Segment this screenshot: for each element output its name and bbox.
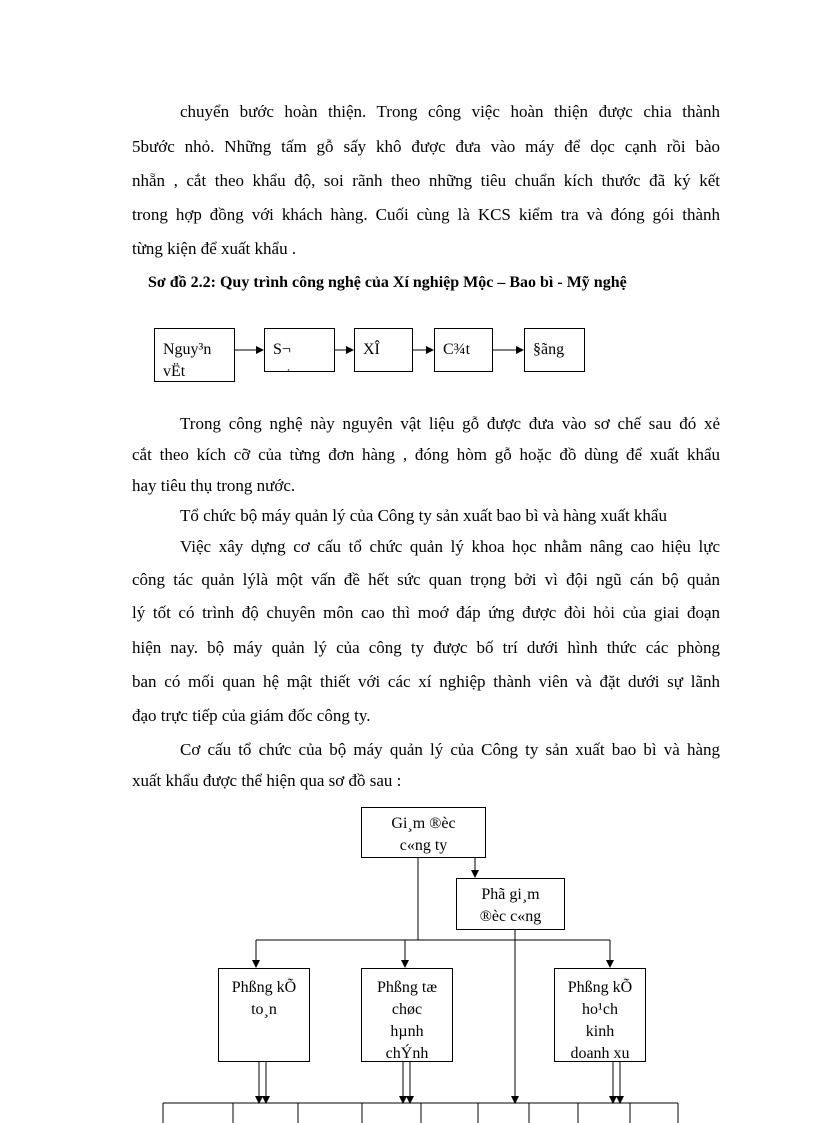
org-box-text: Phã gi¸m <box>481 886 540 903</box>
org-box-deputy-director <box>456 878 565 930</box>
org-box-text: Phßng kÕ <box>567 979 633 996</box>
text-line: ban có mối quan hệ mật thiết với các xí nghiệp thành viên và đặt dưới sự lãnh <box>132 672 720 691</box>
text-line: cắt theo kích cỡ của từng đơn hàng , đóng hòm gỗ hoặc đồ dùng để xuất khẩu <box>132 445 720 464</box>
text-line: lý tốt có trình độ chuyên môn cao thì moớ đáp ứng được đòi hỏi của giai đoạn <box>132 603 720 622</box>
org-box-personnel-dept <box>361 968 453 1062</box>
text-line: Cơ cấu tổ chức của bộ máy quản lý của Công ty sản xuất bao bì và hàng <box>180 740 720 759</box>
section-heading: Tổ chức bộ máy quản lý của Công ty sản xuất bao bì và hàng xuất khẩu <box>180 506 667 525</box>
text-line: trong hợp đồng với khách hàng. Cuối cùng là KCS kiểm tra và đóng gói thành <box>132 205 720 224</box>
diagram-caption: Sơ đồ 2.2: Quy trình công nghệ của Xí nghiệp Mộc – Bao bì - Mỹ nghệ <box>148 274 627 291</box>
flow-box-text: ¸ <box>287 361 293 371</box>
text-line: nhẵn , cắt theo khẩu độ, soi rãnh theo những tiêu chuẩn kích thước đã ký kết <box>132 171 720 190</box>
text-line: hay tiêu thụ trong nước. <box>132 476 296 495</box>
org-box-text: Phßng kÕ <box>231 979 297 996</box>
text-line: hiện nay. bộ máy quản lý của công ty được bố trí dưới hình thức các phòng <box>132 638 720 657</box>
org-box-director <box>361 807 486 858</box>
org-box-accounting-dept <box>218 968 310 1062</box>
text-line: 5bước nhỏ. Những tấm gỗ sấy khô được đưa vào máy để dọc cạnh rồi bào <box>132 137 720 156</box>
text-line: Trong công nghệ này nguyên vật liệu gỗ được đưa vào sơ chế sau đó xẻ <box>180 414 720 433</box>
text-line: Việc xây dựng cơ cấu tổ chức quản lý khoa học nhằm nâng cao hiệu lực <box>180 537 720 556</box>
org-box-text: Phßng tæ <box>376 979 437 996</box>
org-box-text: hµnh <box>390 1023 424 1040</box>
org-box-text: chÝnh <box>385 1045 429 1062</box>
org-box-text: kinh <box>585 1023 615 1040</box>
text-line: từng kiện để xuất khẩu . <box>132 239 297 258</box>
org-box-text: chøc <box>391 1001 423 1018</box>
org-box-text: ®èc c«ng <box>479 908 542 925</box>
text-line: đạo trực tiếp của giám đốc công ty. <box>132 706 371 725</box>
text-line: xuất khẩu được thể hiện qua sơ đồ sau : <box>132 771 402 790</box>
org-box-text: to¸n <box>251 1001 277 1018</box>
flow-box-text: S¬ <box>273 341 291 358</box>
org-box-text: ho¹ch <box>582 1001 618 1018</box>
text-line: chuyển bước hoàn thiện. Trong công việc hoàn thiện được chia thành <box>180 102 720 121</box>
text-line: công tác quản lýlà một vấn đề hết sức quan trọng bởi vì đội ngũ cán bộ quản <box>132 570 720 589</box>
flow-box-text: §ãng <box>533 341 565 358</box>
org-box-text: c«ng ty <box>399 837 448 854</box>
org-box-text: doanh xu <box>570 1045 630 1062</box>
flow-box-text: XÎ <box>363 341 380 358</box>
flow-box-text: C¾t <box>443 341 471 358</box>
org-box-planning-dept <box>554 968 646 1062</box>
org-box-text: Gi¸m ®èc <box>391 815 456 832</box>
flow-box-text: vËt <box>163 363 186 380</box>
flow-box-text: Nguy³n <box>163 341 212 358</box>
